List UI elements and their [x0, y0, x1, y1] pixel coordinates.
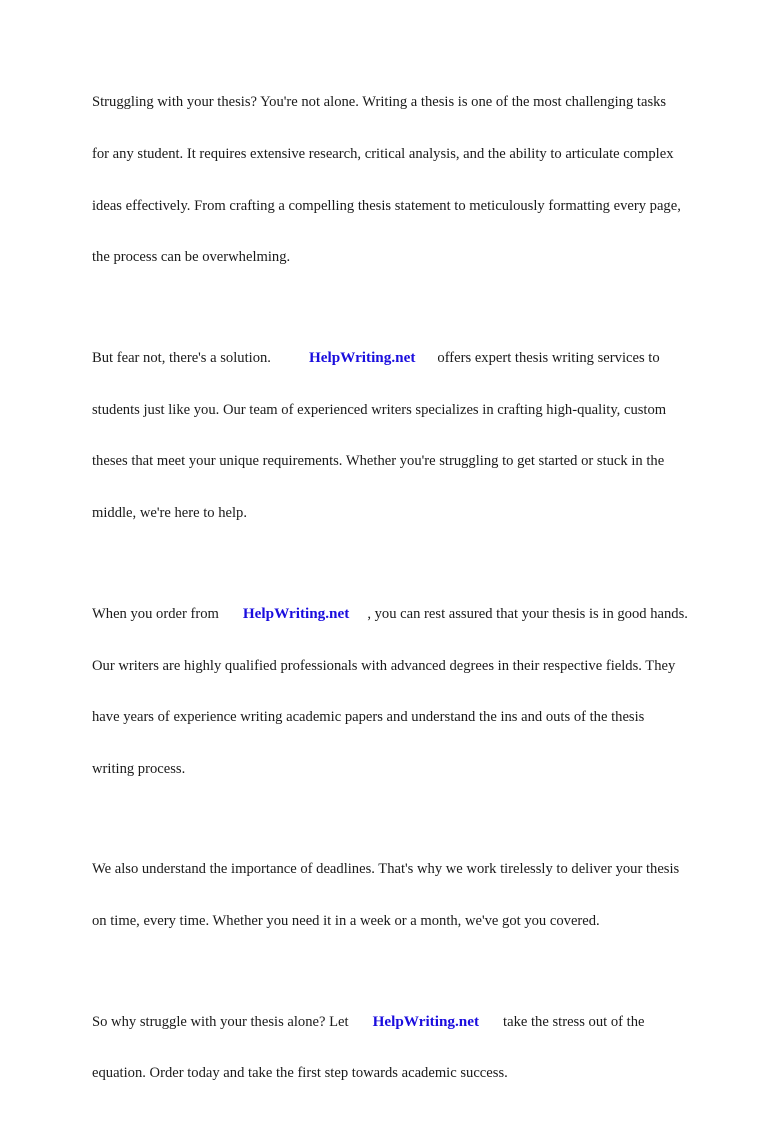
paragraph-line: equation. Order today and take the first step towards academic success. [92, 1065, 508, 1082]
paragraph-line: have years of experience writing academic papers and understand the ins and outs of the thesis [92, 709, 645, 726]
paragraph-closing [92, 978, 752, 1117]
document-page [92, 60, 752, 1131]
helpwriting-link[interactable]: HelpWriting.net [372, 1012, 480, 1030]
text-after-link: take the stress out of the [503, 1013, 645, 1030]
text-before-link: When you order from [92, 606, 219, 623]
paragraph-line: Our writers are highly qualified professionals with advanced degrees in their respective fields. They [92, 657, 676, 674]
paragraph-line: for any student. It requires extensive research, critical analysis, and the ability to articulate complex [92, 146, 674, 163]
text-before-link: But fear not, there's a solution. [92, 350, 271, 367]
paragraph-line: on time, every time. Whether you need it in a week or a month, we've got you covered. [92, 912, 600, 929]
paragraph-line-with-link [92, 605, 752, 623]
paragraph-line-with-link [92, 349, 752, 367]
paragraph-line: writing process. [92, 760, 186, 777]
text-before-link: So why struggle with your thesis alone? Let [92, 1013, 349, 1030]
helpwriting-link[interactable]: HelpWriting.net [308, 349, 416, 367]
paragraph-line: ideas effectively. From crafting a compelling thesis statement to meticulously formatting every page, [92, 197, 681, 214]
text-after-link: , you can rest assured that your thesis is in good hands. [367, 606, 688, 623]
paragraph-order [92, 571, 752, 813]
paragraph-solution [92, 315, 752, 557]
paragraph-line-with-link [92, 1013, 752, 1031]
paragraph-line: students just like you. Our team of experienced writers specializes in crafting high-quality, custom [92, 401, 667, 418]
paragraph-line: theses that meet your unique requirements. Whether you're struggling to get started or stuck in the [92, 453, 665, 470]
paragraph-line: middle, we're here to help. [92, 505, 247, 522]
paragraph-line: We also understand the importance of deadlines. That's why we work tirelessly to deliver your thesis [92, 860, 680, 877]
helpwriting-link[interactable]: HelpWriting.net [242, 605, 350, 623]
paragraph-deadlines [92, 827, 752, 965]
paragraph-intro [92, 60, 752, 301]
paragraph-line: Struggling with your thesis? You're not alone. Writing a thesis is one of the most challenging tasks [92, 94, 667, 111]
text-after-link: offers expert thesis writing services to [437, 350, 660, 367]
paragraph-line: the process can be overwhelming. [92, 249, 291, 266]
